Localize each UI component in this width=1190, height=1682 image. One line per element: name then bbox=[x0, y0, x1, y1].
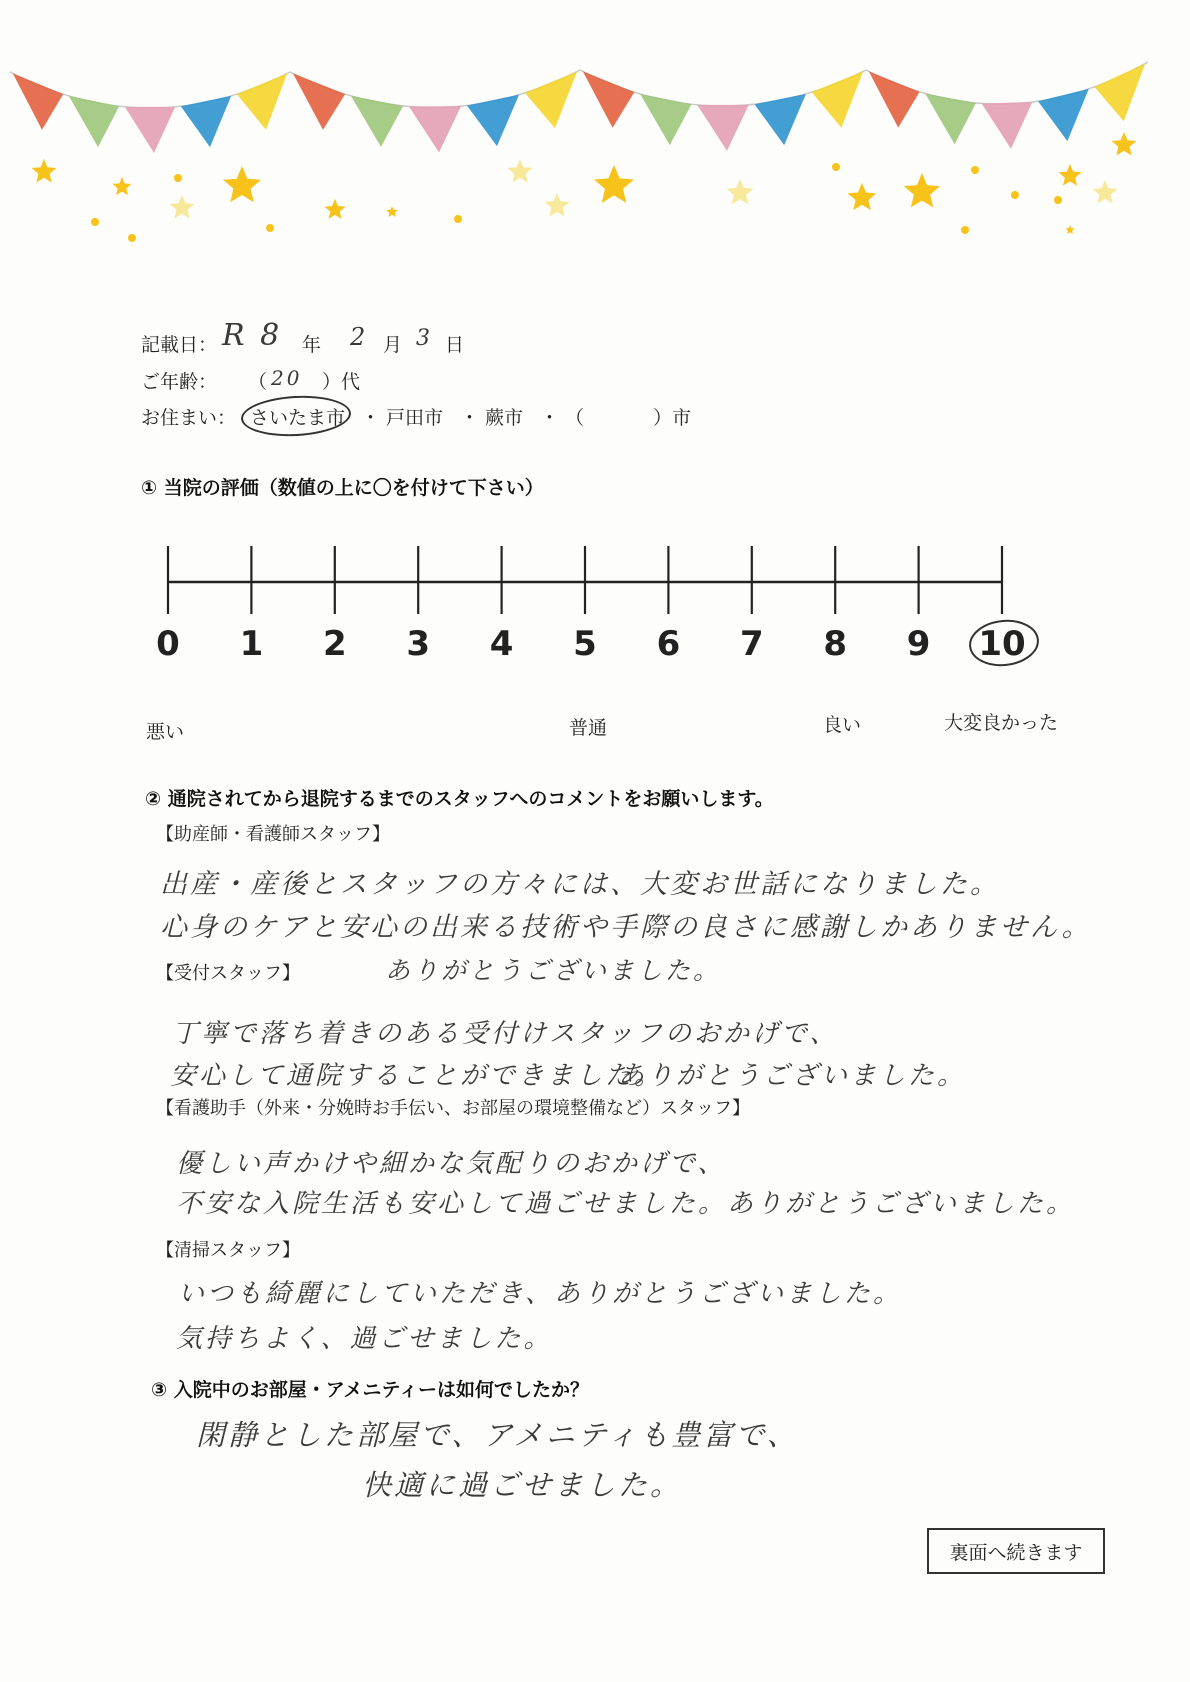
residence-option-other-close: ）市 bbox=[653, 407, 692, 429]
scale-number-4: 4 bbox=[489, 624, 514, 664]
star-icon bbox=[170, 195, 195, 219]
bunting-flag bbox=[697, 105, 748, 151]
bunting-flag bbox=[125, 107, 175, 153]
cleaning-comment-line1[interactable]: いつも綺麗にしていただき、ありがとうございました。 bbox=[178, 1279, 902, 1309]
bunting-decoration bbox=[0, 0, 1190, 250]
bunting-flag bbox=[982, 102, 1033, 149]
scale-label-bad: 悪い bbox=[146, 721, 185, 743]
reception-comment-line1[interactable]: 丁寧で落ち着きのある受付けスタッフのおかげで、 bbox=[172, 1019, 839, 1049]
age-close: ）代 bbox=[322, 371, 361, 393]
star-icon bbox=[545, 193, 570, 217]
star-icon bbox=[1065, 225, 1075, 234]
midwife-comment-line1[interactable]: 出産・産後とスタッフの方々には、大変お世話になりました。 bbox=[160, 869, 1000, 900]
bunting-flag bbox=[181, 96, 231, 147]
q3-comment-line2[interactable]: 快適に過ごせました。 bbox=[362, 1468, 683, 1502]
bunting-flag bbox=[293, 73, 345, 129]
assistant-comment-line1[interactable]: 優しい声かけや細かな気配りのおかげで、 bbox=[176, 1149, 727, 1179]
sparkle-dot-icon bbox=[266, 224, 274, 232]
reception-comment-inline[interactable]: ありがとうございました。 bbox=[385, 956, 722, 985]
date-month-value[interactable]: 2 bbox=[350, 323, 369, 351]
sparkle-dot-icon bbox=[1011, 191, 1019, 199]
rating-scale[interactable] bbox=[130, 510, 1050, 680]
scale-number-6: 6 bbox=[656, 624, 681, 664]
bunting-flag bbox=[640, 94, 691, 145]
sparkle-dot-icon bbox=[1054, 196, 1062, 204]
selection-circle-icon bbox=[240, 393, 352, 439]
bunting-flag bbox=[925, 94, 976, 145]
age-open: （ bbox=[248, 371, 268, 393]
sparkle-dot-icon bbox=[454, 215, 462, 223]
scale-number-3: 3 bbox=[406, 624, 431, 664]
star-icon bbox=[1093, 180, 1118, 204]
star-icon bbox=[508, 159, 533, 183]
star-icon bbox=[32, 159, 57, 183]
midwife-comment-line2[interactable]: 心身のケアと安心の出来る技術や手際の良さに感謝しかありません。 bbox=[160, 912, 1092, 943]
age-value[interactable]: 20 bbox=[271, 366, 303, 390]
star-icon bbox=[386, 206, 397, 217]
sparkle-dot-icon bbox=[961, 226, 969, 234]
scale-label-normal: 普通 bbox=[569, 717, 608, 739]
bunting-flag bbox=[409, 106, 461, 152]
bunting-flag bbox=[869, 71, 920, 127]
star-icon bbox=[223, 166, 261, 202]
star-icon bbox=[1112, 132, 1137, 156]
sparkle-dot-icon bbox=[128, 234, 136, 242]
star-icon bbox=[904, 173, 940, 207]
star-icon bbox=[113, 177, 132, 195]
q3-heading: ③ 入院中のお部屋・アメニティーは如何でしたか？ bbox=[151, 1379, 590, 1401]
star-icon bbox=[1059, 164, 1082, 186]
age-label: ご年齢： bbox=[141, 371, 218, 393]
midwife-staff-label: 【助産師・看護師スタッフ】 bbox=[156, 824, 390, 845]
reception-comment-line2[interactable]: 安心して通院することができました。 bbox=[170, 1061, 664, 1091]
bunting-flag bbox=[1038, 89, 1089, 141]
scale-number-5: 5 bbox=[573, 624, 597, 664]
scale-number-1: 1 bbox=[239, 624, 264, 664]
cleaning-staff-label: 【清掃スタッフ】 bbox=[156, 1240, 300, 1261]
bunting-flag bbox=[237, 73, 287, 129]
scale-number-2: 2 bbox=[322, 624, 347, 664]
residence-option-saitama[interactable]: さいたま市 bbox=[250, 407, 346, 429]
bunting-flag bbox=[583, 71, 634, 127]
date-label: 記載日： bbox=[141, 334, 218, 356]
scale-number-0: 0 bbox=[156, 624, 180, 664]
bunting-flag bbox=[13, 73, 63, 129]
scale-number-9: 9 bbox=[906, 624, 931, 664]
scale-label-very-good: 大変良かった bbox=[944, 712, 1059, 734]
assistant-staff-label: 【看護助手（外来・分娩時お手伝い、お部屋の環境整備など）スタッフ】 bbox=[156, 1098, 750, 1119]
sparkle-dot-icon bbox=[971, 166, 979, 174]
bunting-flag bbox=[69, 96, 119, 147]
star-icon bbox=[325, 199, 346, 219]
scale-number-10: 10 bbox=[978, 624, 1026, 664]
sparkle-dot-icon bbox=[91, 218, 99, 226]
bunting-flag bbox=[1094, 64, 1145, 122]
sparkle-dot-icon bbox=[174, 174, 182, 182]
residence-option-warabi[interactable]: ・ 蕨市 bbox=[460, 407, 524, 429]
date-day-value[interactable]: 3 bbox=[416, 326, 433, 351]
residence-option-other-open[interactable]: ・ （ bbox=[540, 407, 585, 429]
continue-label: 裏面へ続きます bbox=[949, 1541, 1083, 1564]
continue-to-back-box bbox=[927, 1528, 1105, 1574]
bunting-flag bbox=[467, 95, 519, 146]
star-icon bbox=[727, 179, 754, 204]
residence-label: お住まい： bbox=[141, 407, 237, 429]
reception-staff-label: 【受付スタッフ】 bbox=[156, 963, 300, 984]
scale-number-7: 7 bbox=[739, 624, 764, 664]
cleaning-comment-line2[interactable]: 気持ちよく、過ごせました。 bbox=[176, 1324, 553, 1354]
q2-heading: ② 通院されてから退院するまでのスタッフへのコメントをお願いします。 bbox=[145, 788, 774, 810]
bunting-flag bbox=[754, 94, 805, 145]
year-label: 年 bbox=[302, 334, 322, 356]
reception-comment-line3[interactable]: ありがとうございました。 bbox=[618, 1061, 967, 1091]
scale-label-good: 良い bbox=[823, 714, 862, 736]
month-label: 月 bbox=[383, 334, 403, 356]
bunting-flag bbox=[812, 71, 863, 127]
star-icon bbox=[594, 165, 634, 203]
scale-number-8: 8 bbox=[823, 624, 848, 664]
q3-comment-line1[interactable]: 閑静とした部屋で、アメニティも豊富で、 bbox=[196, 1418, 799, 1452]
star-icon bbox=[848, 183, 877, 210]
sparkle-dot-icon bbox=[832, 163, 840, 171]
bunting-flag bbox=[525, 71, 577, 128]
q1-heading: ① 当院の評価（数値の上に〇を付けて下さい） bbox=[141, 477, 544, 499]
assistant-comment-line2[interactable]: 不安な入院生活も安心して過ごせました。ありがとうございました。 bbox=[176, 1189, 1076, 1219]
date-year-value[interactable]: R 8 bbox=[222, 318, 283, 353]
bunting-flag bbox=[351, 96, 403, 147]
residence-option-toda[interactable]: ・ 戸田市 bbox=[361, 407, 444, 429]
day-label: 日 bbox=[445, 334, 465, 356]
